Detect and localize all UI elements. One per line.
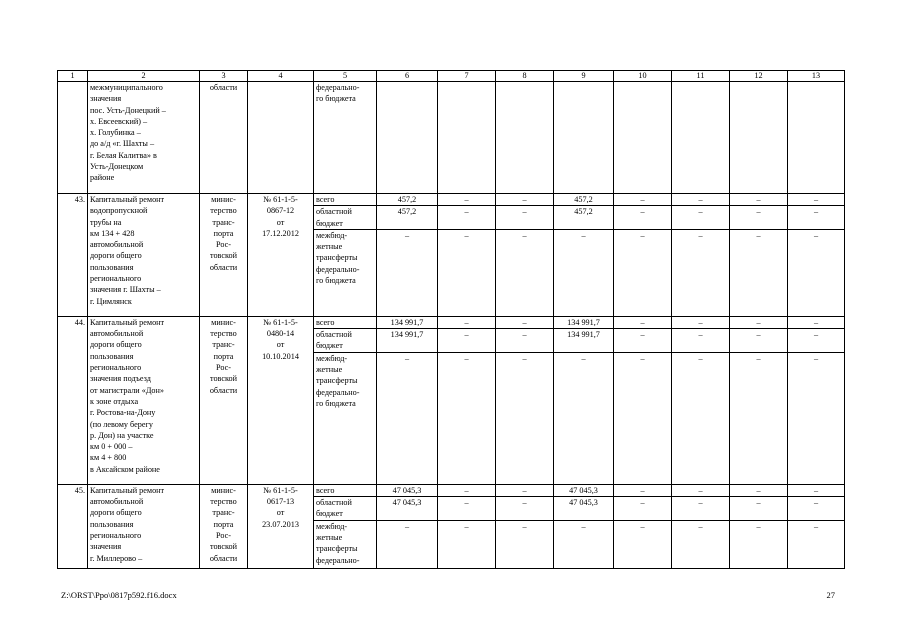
value-cell: – — [730, 520, 788, 568]
value-cell: – — [672, 316, 730, 328]
value-cell: 457,2 — [377, 206, 438, 230]
cell-empty — [554, 82, 614, 194]
document-ref: № 61-1-5- 0480-14 от 10.10.2014 — [248, 316, 314, 484]
funding-source: областной бюджет — [314, 206, 377, 230]
funding-source: всего — [314, 484, 377, 496]
table-row — [58, 316, 845, 328]
cell-empty — [672, 82, 730, 194]
funding-source: областной бюджет — [314, 497, 377, 521]
col-header: 3 — [200, 71, 248, 82]
value-cell: – — [438, 484, 496, 496]
value-cell: – — [614, 352, 672, 484]
cell-empty — [496, 82, 554, 194]
funding-source: межбюд- жетные трансферты федерально- го бюджета — [314, 352, 377, 484]
value-cell: – — [496, 352, 554, 484]
value-cell: 134 991,7 — [377, 329, 438, 353]
cell-empty — [614, 82, 672, 194]
table-row — [58, 194, 845, 206]
value-cell: – — [788, 316, 845, 328]
value-cell: 457,2 — [377, 194, 438, 206]
value-cell: – — [672, 484, 730, 496]
value-cell: – — [672, 329, 730, 353]
value-cell: – — [788, 520, 845, 568]
col-header: 6 — [377, 71, 438, 82]
funding-source: межбюд- жетные трансферты федерально- го бюджета — [314, 229, 377, 316]
value-cell: – — [730, 206, 788, 230]
object-name: Капитальный ремонт водопропускной трубы на км 134 + 428 автомобильной дороги общего пользования регионального значения г. Шахты – г. Цимлянск — [88, 194, 200, 317]
value-cell: – — [614, 316, 672, 328]
row-number: 44. — [58, 316, 88, 484]
value-cell: 457,2 — [554, 206, 614, 230]
value-cell: – — [788, 329, 845, 353]
value-cell: – — [496, 194, 554, 206]
value-cell: 134 991,7 — [377, 316, 438, 328]
value-cell: – — [496, 206, 554, 230]
value-cell: – — [730, 194, 788, 206]
value-cell: – — [377, 229, 438, 316]
value-cell: – — [788, 352, 845, 484]
col-header: 7 — [438, 71, 496, 82]
value-cell: – — [614, 329, 672, 353]
cell-empty — [730, 82, 788, 194]
funding-source: межбюд- жетные трансферты федерально- — [314, 520, 377, 568]
cell-empty — [788, 82, 845, 194]
value-cell: – — [672, 352, 730, 484]
col-header: 5 — [314, 71, 377, 82]
value-cell: – — [438, 497, 496, 521]
value-cell: 134 991,7 — [554, 329, 614, 353]
value-cell: – — [554, 520, 614, 568]
customer: минис- терство транс- порта Рос- товской области — [200, 484, 248, 568]
funding-source: областной бюджет — [314, 329, 377, 353]
value-cell: – — [554, 229, 614, 316]
col-header: 1 — [58, 71, 88, 82]
value-cell: 47 045,3 — [377, 484, 438, 496]
value-cell: – — [496, 520, 554, 568]
continuation-row — [58, 82, 845, 194]
value-cell: – — [672, 194, 730, 206]
value-cell: – — [788, 229, 845, 316]
table-row — [58, 484, 845, 496]
value-cell: – — [614, 229, 672, 316]
value-cell: – — [496, 484, 554, 496]
budget-table — [57, 70, 845, 569]
col-header: 9 — [554, 71, 614, 82]
row-number: 43. — [58, 194, 88, 317]
customer: минис- терство транс- порта Рос- товской области — [200, 194, 248, 317]
value-cell: – — [672, 497, 730, 521]
col-header: 4 — [248, 71, 314, 82]
value-cell: – — [496, 497, 554, 521]
value-cell: – — [788, 206, 845, 230]
value-cell: – — [377, 352, 438, 484]
value-cell: – — [438, 316, 496, 328]
value-cell: – — [614, 497, 672, 521]
value-cell: 134 991,7 — [554, 316, 614, 328]
value-cell: – — [438, 206, 496, 230]
funding-source: всего — [314, 316, 377, 328]
value-cell: – — [377, 520, 438, 568]
object-name: Капитальный ремонт автомобильной дороги общего пользования регионального значения г. Миллерово – — [88, 484, 200, 568]
value-cell: – — [438, 520, 496, 568]
value-cell: – — [438, 229, 496, 316]
page-number: 27 — [826, 590, 835, 600]
value-cell: – — [438, 194, 496, 206]
value-cell: – — [438, 352, 496, 484]
value-cell: 457,2 — [554, 194, 614, 206]
cell-empty — [58, 82, 88, 194]
object-name: межмуниципального значения пос. Усть-Донецкий – х. Евсеевский) – х. Голубинка – до а/д «г. Шахты – г. Белая Калитва» в Усть-Донецком районе — [88, 82, 200, 194]
value-cell: – — [614, 484, 672, 496]
cell-empty — [248, 82, 314, 194]
funding-source: всего — [314, 194, 377, 206]
value-cell: – — [788, 194, 845, 206]
row-number: 45. — [58, 484, 88, 568]
funding-source: федерально- го бюджета — [314, 82, 377, 194]
value-cell: – — [730, 352, 788, 484]
value-cell: – — [672, 229, 730, 316]
customer: минис- терство транс- порта Рос- товской области — [200, 316, 248, 484]
col-header: 13 — [788, 71, 845, 82]
value-cell: – — [614, 520, 672, 568]
col-header: 10 — [614, 71, 672, 82]
document-ref: № 61-1-5- 0617-13 от 23.07.2013 — [248, 484, 314, 568]
value-cell: – — [672, 520, 730, 568]
object-name: Капитальный ремонт автомобильной дороги общего пользования регионального значения подъезд от магистрали «Дон» к зоне отдыха г. Ростова-на-Дону (по левому берегу р. Дон) на участке км 0 + 000 – км 4 + 800 в Аксайском районе — [88, 316, 200, 484]
cell-empty — [377, 82, 438, 194]
value-cell: 47 045,3 — [554, 484, 614, 496]
document-ref: № 61-1-5- 0867-12 от 17.12.2012 — [248, 194, 314, 317]
value-cell: – — [788, 497, 845, 521]
value-cell: – — [730, 484, 788, 496]
value-cell: – — [730, 229, 788, 316]
column-numbers-row — [58, 71, 845, 82]
cell-empty — [438, 82, 496, 194]
value-cell: – — [496, 329, 554, 353]
value-cell: – — [614, 194, 672, 206]
value-cell: – — [788, 484, 845, 496]
col-header: 8 — [496, 71, 554, 82]
value-cell: 47 045,3 — [554, 497, 614, 521]
customer: области — [200, 82, 248, 194]
value-cell: 47 045,3 — [377, 497, 438, 521]
value-cell: – — [554, 352, 614, 484]
value-cell: – — [730, 329, 788, 353]
file-path: Z:\ORST\Ppo\0817p592.f16.docx — [61, 590, 177, 600]
value-cell: – — [672, 206, 730, 230]
value-cell: – — [438, 329, 496, 353]
value-cell: – — [730, 497, 788, 521]
value-cell: – — [730, 316, 788, 328]
value-cell: – — [496, 316, 554, 328]
col-header: 11 — [672, 71, 730, 82]
col-header: 2 — [88, 71, 200, 82]
value-cell: – — [496, 229, 554, 316]
col-header: 12 — [730, 71, 788, 82]
value-cell: – — [614, 206, 672, 230]
